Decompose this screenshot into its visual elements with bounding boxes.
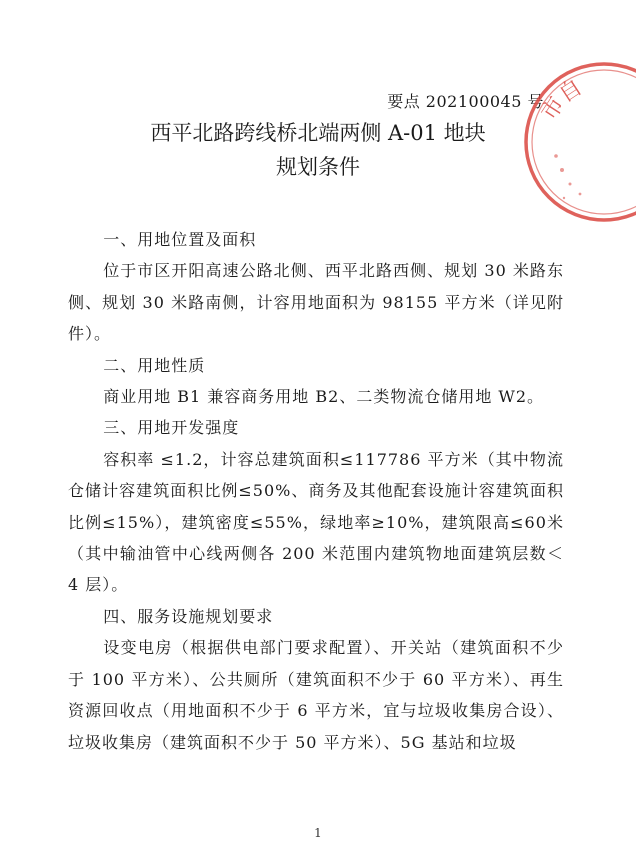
document-subtitle: 规划条件: [276, 155, 360, 179]
svg-text:市自: [537, 75, 587, 125]
section-paragraph-location: 位于市区开阳高速公路北侧、西平北路西侧、规划 30 米路东侧、规划 30 米路南侧，计容用地面积为 98155 平方米（详见附件）。: [68, 261, 564, 344]
section-paragraph-land-use: 商业用地 B1 兼容商务用地 B2、二类物流仓储用地 W2。: [103, 387, 545, 407]
official-seal-stamp: [520, 58, 636, 226]
section-paragraph-intensity: 容积率 ≤1.2，计容总建筑面积≤117786 平方米（其中物流仓储计容建筑面积比例≤50%、商务及其他配套设施计容建筑面积比例≤15%），建筑密度≤55%，绿地率≥10%，建筑限高≤60米（其中输油管中心线两侧各 200 米范围内建筑物地面建筑层数＜4 层）。: [68, 449, 564, 595]
section-heading-location: 一、用地位置及面积: [103, 230, 257, 249]
seal-lettering: 市自: [536, 74, 587, 125]
page-number: 1: [314, 826, 322, 840]
document-number: 要点 202100045 号: [387, 92, 544, 111]
document-body: [68, 224, 564, 758]
section-paragraph-facilities: 设变电房（根据供电部门要求配置）、开关站（建筑面积不少于 100 平方米）、公共厕所（建筑面积不少于 60 平方米）、再生资源回收点（用地面积不少于 6 平方米，宜与垃圾收集房合设）、垃圾收集房（建筑面积不少于 50 平方米）、5G 基站和垃圾: [68, 638, 564, 752]
section-heading-facilities: 四、服务设施规划要求: [103, 606, 274, 626]
section-heading-intensity: 三、用地开发强度: [103, 418, 240, 438]
document-title: 西平北路跨线桥北端两侧 A-01 地块: [150, 121, 486, 145]
section-heading-land-use: 二、用地性质: [103, 355, 206, 375]
